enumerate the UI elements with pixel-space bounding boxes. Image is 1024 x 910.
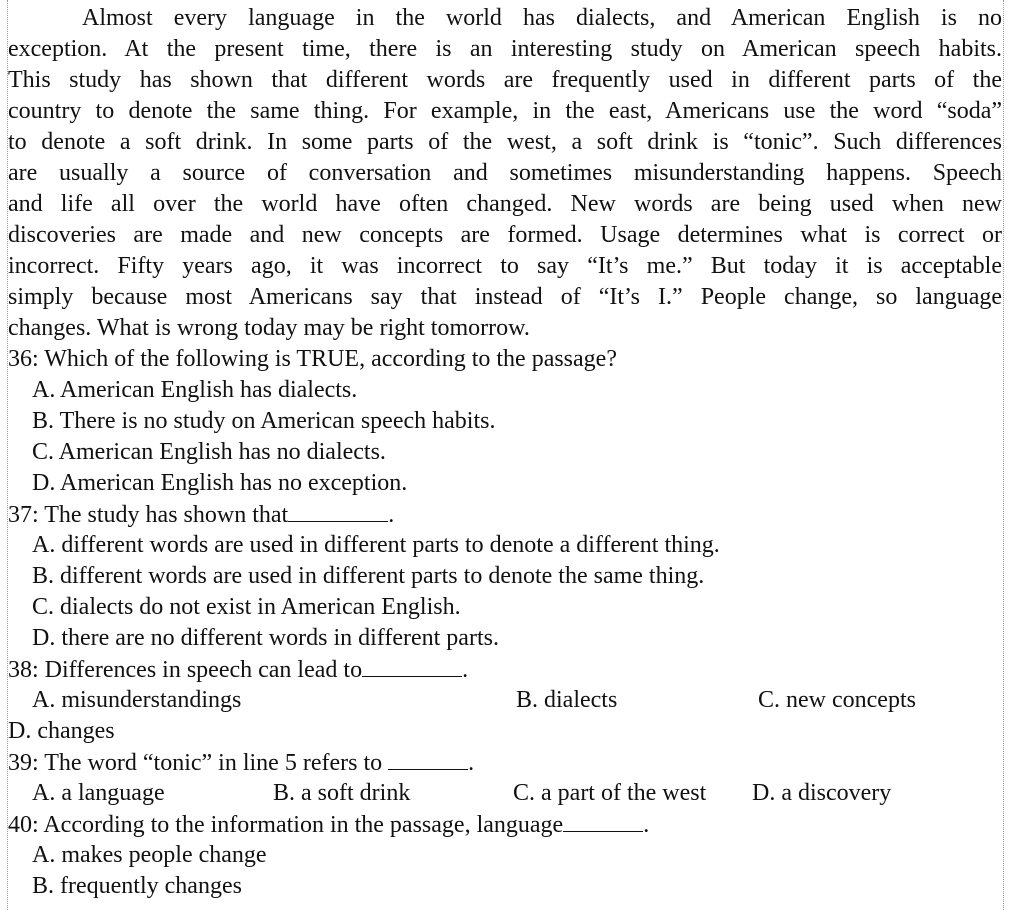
question-39-option-c: C. a part of the west bbox=[513, 780, 707, 806]
question-38-end: . bbox=[462, 657, 469, 683]
passage-line-4: country to denote the same thing. For example, in the east, Americans use the word “soda” bbox=[8, 98, 1002, 124]
question-38-text: 38: Differences in speech can lead to bbox=[8, 657, 363, 683]
passage-line-6: are usually a source of conversation and sometimes misunderstanding happens. Speech bbox=[8, 160, 1002, 186]
passage-line-7: and life all over the world have often changed. New words are being used when new bbox=[8, 191, 1002, 217]
question-39-stem bbox=[8, 747, 1002, 778]
question-37-stem bbox=[8, 499, 1002, 530]
question-40-option-a: A. makes people change bbox=[32, 842, 267, 868]
right-margin-guide bbox=[1003, 0, 1004, 910]
question-36-option-a: A. American English has dialects. bbox=[32, 377, 358, 403]
question-37-end: . bbox=[388, 502, 395, 528]
question-37-option-a: A. different words are used in different parts to denote a different thing. bbox=[32, 532, 720, 558]
question-39-text: 39: The word “tonic” in line 5 refers to bbox=[8, 750, 389, 776]
question-36-option-d: D. American English has no exception. bbox=[32, 470, 408, 496]
question-38-option-b: B. dialects bbox=[516, 687, 618, 713]
answer-blank bbox=[288, 499, 388, 522]
question-37-option-d: D. there are no different words in different parts. bbox=[32, 625, 499, 651]
question-39-end: . bbox=[468, 750, 475, 776]
question-39-option-a: A. a language bbox=[32, 780, 165, 806]
question-37-option-b: B. different words are used in different parts to denote the same thing. bbox=[32, 563, 705, 589]
question-40-text: 40: According to the information in the passage, language bbox=[8, 812, 564, 838]
question-36-option-b: B. There is no study on American speech habits. bbox=[32, 408, 496, 434]
question-39-option-d: D. a discovery bbox=[752, 780, 892, 806]
passage-line-3: This study has shown that different words are frequently used in different parts of the bbox=[8, 67, 1002, 93]
passage-line-5: to denote a soft drink. In some parts of the west, a soft drink is “tonic”. Such differences bbox=[8, 129, 1002, 155]
question-40-stem bbox=[8, 809, 1002, 840]
passage-line-8: discoveries are made and new concepts are formed. Usage determines what is correct or bbox=[8, 222, 1002, 248]
question-37-text: 37: The study has shown that bbox=[8, 502, 289, 528]
passage-line-10: simply because most Americans say that instead of “It’s I.” People change, so language bbox=[8, 284, 1002, 310]
question-38-stem bbox=[8, 654, 1002, 685]
question-37-option-c: C. dialects do not exist in American English. bbox=[32, 594, 461, 620]
passage-line-1: Almost every language in the world has dialects, and American English is no bbox=[82, 5, 1002, 31]
question-36-stem: 36: Which of the following is TRUE, according to the passage? bbox=[8, 346, 617, 372]
question-40-end: . bbox=[643, 812, 650, 838]
answer-blank bbox=[362, 654, 462, 677]
passage-line-9: incorrect. Fifty years ago, it was incorrect to say “It’s me.” But today it is acceptable bbox=[8, 253, 1002, 279]
question-40-option-b: B. frequently changes bbox=[32, 873, 242, 899]
passage-line-2: exception. At the present time, there is an interesting study on American speech habits. bbox=[8, 36, 1002, 62]
question-38-option-d: D. changes bbox=[8, 718, 115, 744]
passage-line-11: changes. What is wrong today may be right tomorrow. bbox=[8, 315, 530, 341]
answer-blank bbox=[563, 809, 643, 832]
question-38-option-c: C. new concepts bbox=[758, 687, 916, 713]
question-36-option-c: C. American English has no dialects. bbox=[32, 439, 386, 465]
question-38-option-a: A. misunderstandings bbox=[32, 687, 242, 713]
question-39-option-b: B. a soft drink bbox=[273, 780, 411, 806]
answer-blank bbox=[388, 747, 468, 770]
